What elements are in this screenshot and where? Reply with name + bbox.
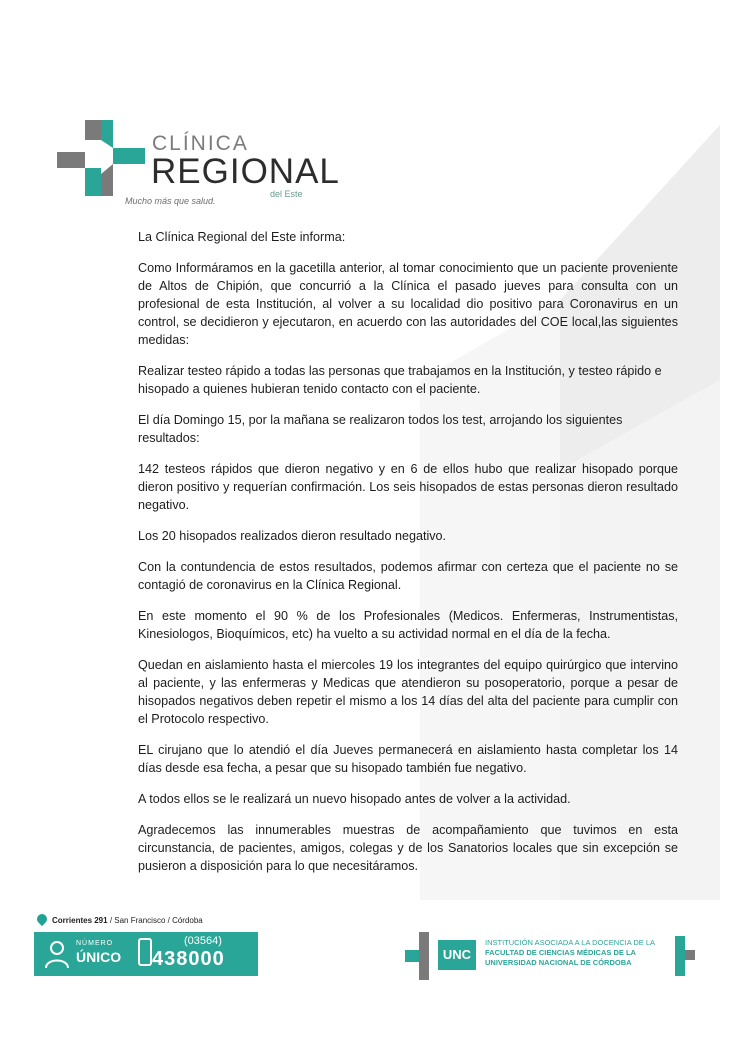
paragraph-2: Como Informáramos en la gacetilla anterior, al tomar conocimiento que un paciente proveniente de Altos de Chipión, que concurrió a la Clínica el pasado jueves para consulta con un profesional de esta Institución, al volver a su localidad dio positivo para Coronavirus en un control, se decidieron y ejecutaron, en acuerdo con las autoridades del COE local,las siguientes medidas: [138, 261, 678, 347]
logo-del-este-text: del Este [270, 189, 303, 199]
paragraph-3: Realizar testeo rápido a todas las personas que trabajamos en la Institución, y testeo rápido e hisopado a quienes hubieran tenido contacto con el paciente. [138, 364, 662, 396]
paragraph-8: En este momento el 90 % de los Profesionales (Medicos. Enfermeras, Instrumentistas, Kinesiologos, Bioquímicos, etc) ha vuelto a su actividad normal en el día de la fecha. [138, 609, 678, 641]
paragraph-7: Con la contundencia de estos resultados, podemos afirmar con certeza que el paciente no se contagió de coronavirus en la Clínica Regional. [138, 560, 678, 592]
area-code: (03564) [184, 935, 222, 947]
unc-line-2: FACULTAD DE CIENCIAS MÉDICAS DE LA [485, 948, 636, 957]
logo-regional-text: REGIONAL [151, 152, 340, 191]
paragraph-11: A todos ellos se le realizará un nuevo hisopado antes de volver a la actividad. [138, 792, 571, 806]
clinic-logo [55, 118, 340, 213]
unc-badge: UNC [438, 940, 476, 970]
unc-affiliation [405, 932, 695, 980]
unico-label: ÚNICO [76, 949, 122, 965]
cross-logo-icon [55, 118, 147, 198]
location-pin-icon [35, 912, 49, 926]
logo-tagline: Mucho más que salud. [125, 196, 216, 206]
phone-icon [138, 938, 152, 966]
unc-line-1: INSTITUCIÓN ASOCIADA A LA DOCENCIA DE LA [485, 938, 656, 947]
unc-text [485, 938, 655, 968]
paragraph-5: 142 testeos rápidos que dieron negativo y en 6 de ellos hubo que realizar hisopado porque dieron positivo y requerían confirmación. Los seis hisopados de estas personas dieron resultado negativo. [138, 462, 678, 512]
paragraph-12: Agradecemos las innumerables muestras de acompañamiento que tuvimos en esta circunstancia, de pacientes, amigos, colegas y de los Sanatorios locales que sin excepción se pusieron a disposición para lo que necesitáramos. [138, 823, 678, 873]
user-headset-icon [44, 939, 70, 969]
cross-right-icon [667, 936, 695, 976]
unc-line-3: UNIVERSIDAD NACIONAL DE CÓRDOBA [485, 958, 632, 967]
paragraph-4: El día Domingo 15, por la mañana se realizaron todos los test, arrojando los siguientes resultados: [138, 413, 623, 445]
announcement-body [138, 228, 678, 888]
numero-label: NÚMERO [76, 940, 114, 947]
paragraph-9: Quedan en aislamiento hasta el miercoles 19 los integrantes del equipo quirúrgico que intervino al paciente, y las enfermeras y Medicas que atendieron su posoperatorio, porque a pesar de hisopados negativos deben repetir el mismo a los 14 días del alta del paciente para cumplir con el Protocolo respectivo. [138, 658, 678, 726]
paragraph-10: EL cirujano que lo atendió el día Jueves permanecerá en aislamiento hasta completar los 14 días desde esa fecha, a pesar que su hisopado también fue negativo. [138, 743, 678, 775]
address-street: Corrientes 291 [52, 916, 108, 925]
phone-banner [34, 932, 258, 976]
phone-number: 438000 [152, 948, 225, 970]
paragraph-1: La Clínica Regional del Este informa: [138, 230, 346, 244]
address-city: / San Francisco / Córdoba [107, 916, 203, 925]
logo-clinica-text: CLÍNICA [152, 132, 249, 155]
address-line [37, 914, 203, 925]
paragraph-6: Los 20 hisopados realizados dieron resultado negativo. [138, 529, 447, 543]
